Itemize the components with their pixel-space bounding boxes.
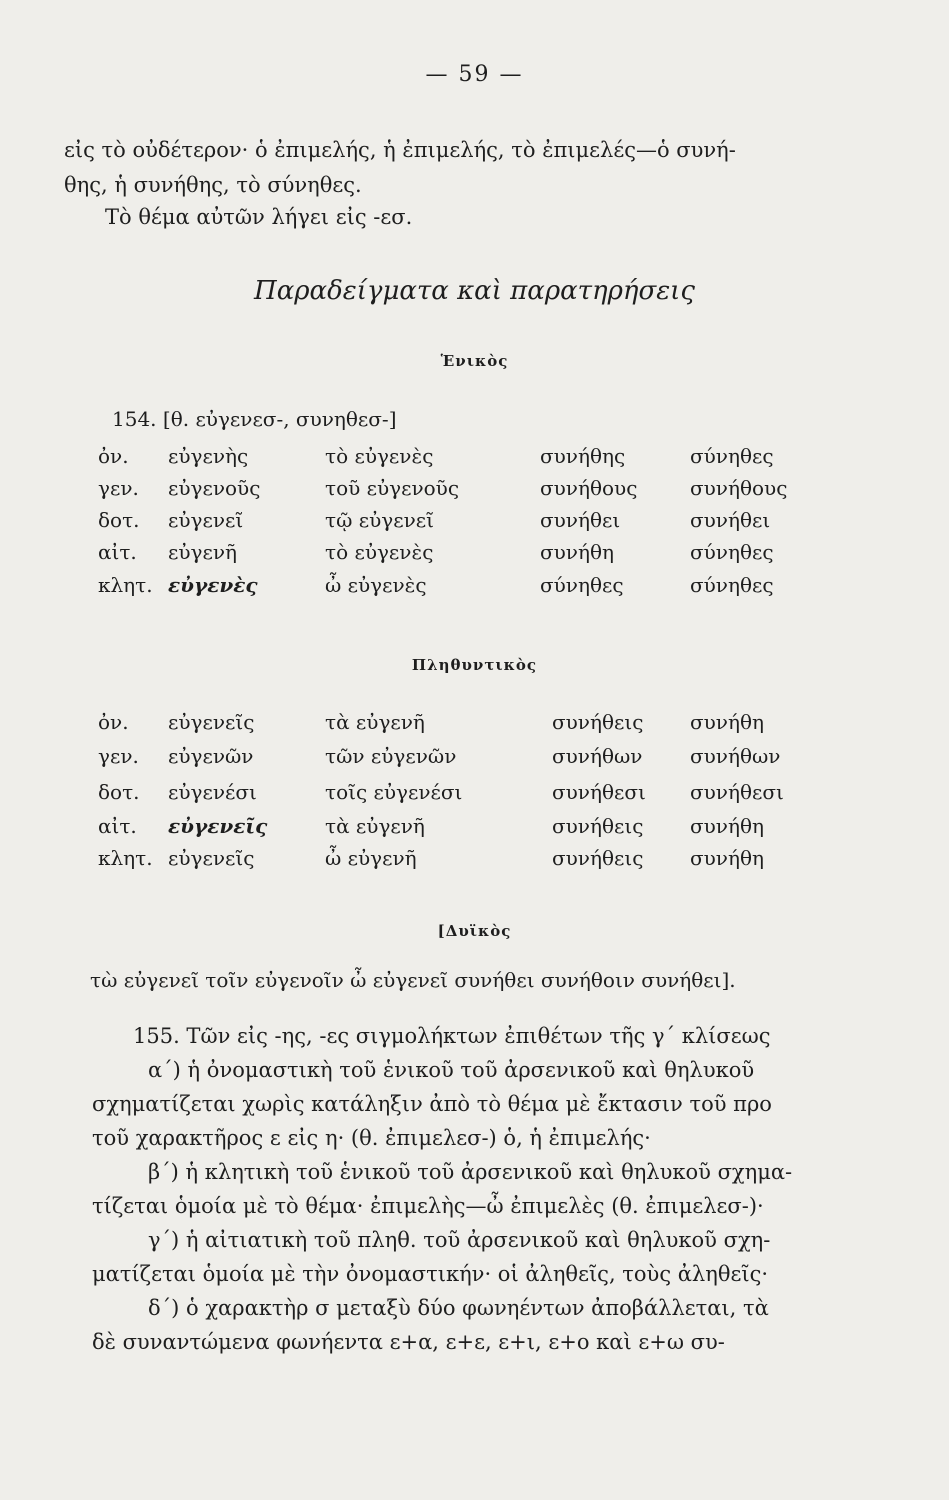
case-label: κλητ. — [98, 573, 153, 597]
table-row — [0, 744, 949, 774]
para-155-line: δ΄) ὁ χαρακτὴρ σ μεταξὺ δύο φωνηέντων ἀποβάλλεται, τὰ — [148, 1296, 769, 1320]
form-cell: σύνηθες — [690, 540, 774, 564]
form-cell: συνήθους — [690, 476, 788, 500]
singular-label: Ἑνικὸς — [440, 352, 509, 370]
para-155-line: σχηματίζεται χωρὶς κατάληξιν ἀπὸ τὸ θέμα μὲ ἔκτασιν τοῦ προ — [92, 1092, 772, 1116]
form-cell: εὐγενεῖς — [168, 846, 255, 870]
form-cell: συνήθη — [540, 540, 614, 564]
table-row — [0, 444, 949, 474]
case-label: κλητ. — [98, 846, 153, 870]
case-label: ὀν. — [98, 710, 129, 734]
para-155-line: τίζεται ὁμοία μὲ τὸ θέμα· ἐπιμελὴς—ὦ ἐπιμελὲς (θ. ἐπιμελεσ-)· — [92, 1194, 764, 1218]
form-cell: συνήθη — [690, 814, 764, 838]
form-cell: τοῖς εὐγενέσι — [325, 780, 463, 804]
form-cell: συνήθη — [690, 846, 764, 870]
form-cell: συνήθεις — [552, 710, 644, 734]
form-cell: συνήθη — [690, 710, 764, 734]
case-label: δοτ. — [98, 780, 140, 804]
para-155-line: γ΄) ἡ αἰτιατικὴ τοῦ πληθ. τοῦ ἀρσενικοῦ καὶ θηλυκοῦ σχη- — [148, 1228, 771, 1252]
form-cell: εὐγενεῖ — [168, 508, 244, 532]
page-number: — 59 — — [425, 62, 524, 87]
form-cell: εὐγενέσι — [168, 780, 257, 804]
case-label: γεν. — [98, 476, 139, 500]
form-cell: εὐγενὴς — [168, 444, 249, 468]
intro-line-1: εἰς τὸ οὐδέτερον· ὁ ἐπιμελής, ἡ ἐπιμελής, τὸ ἐπιμελές—ὁ συνή- — [64, 138, 736, 162]
form-cell: σύνηθες — [690, 444, 774, 468]
form-cell: τοῦ εὐγενοῦς — [325, 476, 460, 500]
form-cell: εὐγενεῖς — [168, 710, 255, 734]
form-cell: τὰ εὐγενῆ — [325, 710, 425, 734]
para-155-line: τοῦ χαρακτῆρος ε εἰς η· (θ. ἐπιμελεσ-) ὁ, ἡ ἐπιμελής· — [92, 1126, 651, 1150]
table-row — [0, 540, 949, 570]
form-cell: συνήθων — [690, 744, 781, 768]
para-154-header: 154. [θ. εὐγενεσ-, συνηθεσ-] — [112, 407, 397, 431]
form-cell: συνήθει — [690, 508, 771, 532]
para-155-line: β΄) ἡ κλητικὴ τοῦ ἑνικοῦ τοῦ ἀρσενικοῦ καὶ θηλυκοῦ σχημα- — [148, 1160, 793, 1184]
form-cell: συνήθης — [540, 444, 626, 468]
form-cell: συνήθει — [540, 508, 621, 532]
form-cell: συνήθεις — [552, 846, 644, 870]
section-heading: Παραδείγματα καὶ παρατηρήσεις — [254, 276, 695, 306]
form-cell: εὐγενεῖς — [168, 814, 268, 838]
form-cell: συνήθους — [540, 476, 638, 500]
intro-line-2: θης, ἡ συνήθης, τὸ σύνηθες. — [64, 173, 362, 197]
case-label: γεν. — [98, 744, 139, 768]
form-cell: τῷ εὐγενεῖ — [325, 508, 434, 532]
para-155-line: ματίζεται ὁμοία μὲ τὴν ὀνομαστικήν· οἱ ἀληθεῖς, τοὺς ἀληθεῖς· — [92, 1262, 769, 1286]
case-label: αἰτ. — [98, 540, 137, 564]
table-row — [0, 508, 949, 538]
table-row — [0, 814, 949, 844]
table-row — [0, 573, 949, 603]
table-row — [0, 476, 949, 506]
dual-label: [Δυϊκὸς — [437, 922, 512, 940]
form-cell: εὐγενῆ — [168, 540, 237, 564]
form-cell: ὦ εὐγενῆ — [325, 846, 417, 870]
table-row — [0, 710, 949, 740]
plural-label: Πληθυντικὸς — [411, 656, 538, 674]
case-label: αἰτ. — [98, 814, 137, 838]
form-cell: σύνηθες — [690, 573, 774, 597]
form-cell: τὸ εὐγενὲς — [325, 444, 434, 468]
para-155-line: 155. Τῶν εἰς -ης, -ες σιγμολήκτων ἐπιθέτων τῆς γ΄ κλίσεως — [133, 1024, 771, 1048]
form-cell: εὐγενῶν — [168, 744, 254, 768]
form-cell: εὐγενοῦς — [168, 476, 261, 500]
form-cell: τὸ εὐγενὲς — [325, 540, 434, 564]
para-155-line: α΄) ἡ ὀνομαστικὴ τοῦ ἑνικοῦ τοῦ ἀρσενικοῦ καὶ θηλυκοῦ — [148, 1058, 755, 1082]
form-cell: τὰ εὐγενῆ — [325, 814, 425, 838]
form-cell: συνήθεσι — [552, 780, 646, 804]
form-cell: συνήθεσι — [690, 780, 784, 804]
case-label: δοτ. — [98, 508, 140, 532]
form-cell: εὐγενὲς — [168, 573, 258, 597]
table-row — [0, 846, 949, 876]
form-cell: ὦ εὐγενὲς — [325, 573, 427, 597]
form-cell: συνήθεις — [552, 814, 644, 838]
dual-line: τὼ εὐγενεῖ τοῖν εὐγενοῖν ὦ εὐγενεῖ συνήθει συνήθοιν συνήθει]. — [90, 968, 736, 992]
table-row — [0, 780, 949, 810]
case-label: ὀν. — [98, 444, 129, 468]
intro-line-3: Τὸ θέμα αὐτῶν λήγει εἰς -εσ. — [105, 205, 413, 229]
form-cell: τῶν εὐγενῶν — [325, 744, 457, 768]
para-155-line: δὲ συναντώμενα φωνήεντα ε+α, ε+ε, ε+ι, ε+ο καὶ ε+ω συ- — [92, 1330, 725, 1354]
form-cell: συνήθων — [552, 744, 643, 768]
form-cell: σύνηθες — [540, 573, 624, 597]
